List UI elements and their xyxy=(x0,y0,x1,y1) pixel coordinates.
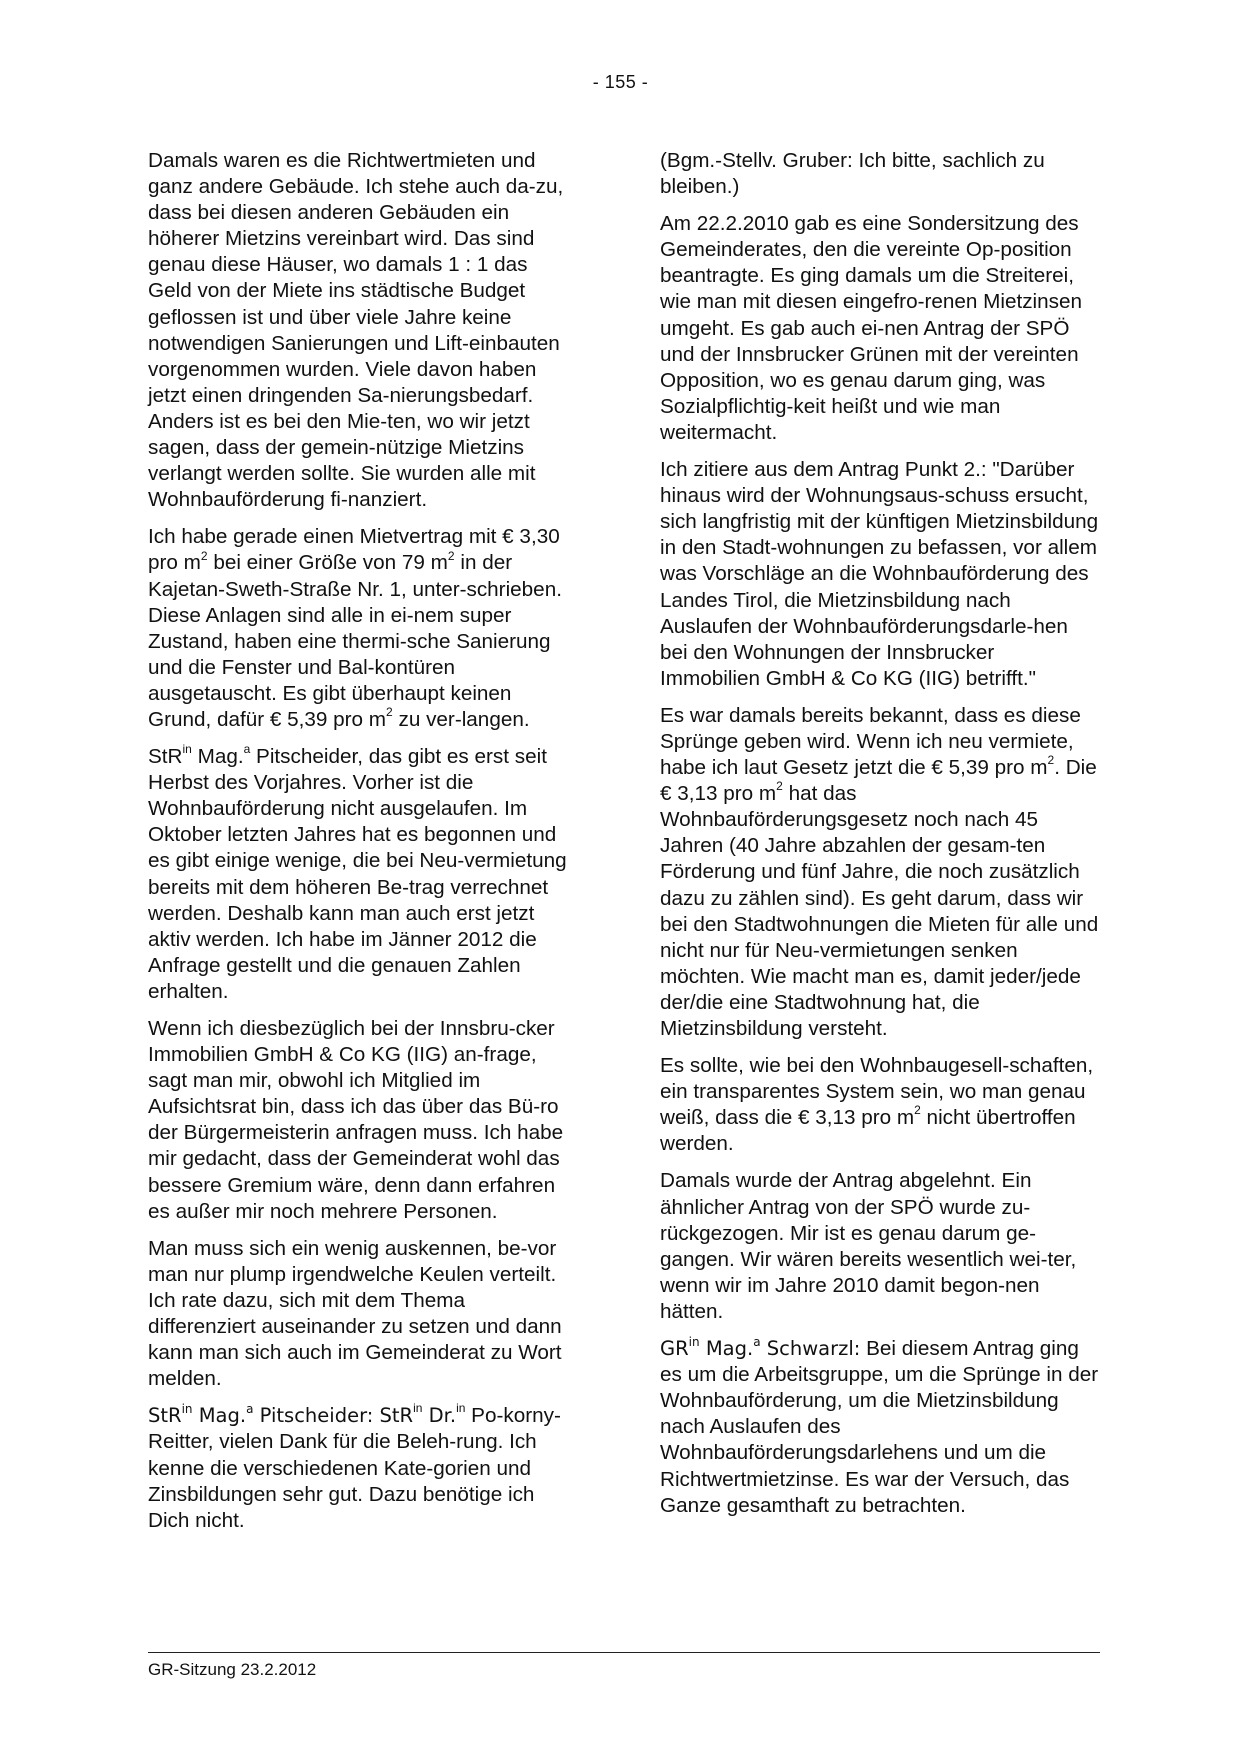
superscript: 2 xyxy=(776,779,783,794)
text-run: . Die € 3,13 pro m xyxy=(660,756,1097,806)
text-run: bei einer Größe von 79 m xyxy=(207,551,448,575)
text-run: Es war damals bereits bekannt, dass es diese Sprünge geben wird. Wenn ich neu vermiete, habe ich laut Gesetz jetzt die € 5,39 pro m xyxy=(660,703,1081,780)
paragraph: Man muss sich ein wenig auskennen, be-vor man nur plump irgendwelche Keulen verteilt. Ich rate dazu, sich mit dem Thema differenziert auseinander zu setzen und dann kann man sich auch im Gemeinderat zu Wort melden. xyxy=(148,1236,562,1391)
superscript: a xyxy=(246,1401,254,1416)
text-run: zu ver-langen. xyxy=(392,707,530,731)
text-run: StR xyxy=(148,1404,182,1428)
text-run: hat das Wohnbauförderungsgesetz noch nach 45 Jahren (40 Jahre abzahlen der gesam-ten Förderung und fünf Jahre, die noch zusätzlich dazu zu zählen sind). Es geht darum, dass wir bei den Stadtwohnungen die Mieten für alle und nicht nur für Neu-vermietungen senken möchten. Wie macht man es, damit jeder/jede der/die eine Stadtwohnung hat, die Mietzinsbildung versteht. xyxy=(660,782,1099,1040)
text-run: StR xyxy=(373,1404,414,1428)
superscript: 2 xyxy=(200,548,208,563)
superscript: in xyxy=(181,1401,193,1416)
paragraph xyxy=(148,524,576,733)
paragraph xyxy=(660,703,1100,1042)
text-run: Es sollte, wie bei den Wohnbaugesell-schaften, ein transparentes System sein, wo man genau weiß, dass die € 3,13 pro m xyxy=(660,1054,1094,1130)
superscript: 2 xyxy=(447,548,455,563)
footer-divider xyxy=(148,1652,1100,1653)
paragraph xyxy=(660,1336,1100,1519)
page-number: - 155 - xyxy=(592,72,649,92)
text-run: Dr. xyxy=(422,1404,457,1428)
text-run: Mag. xyxy=(699,1337,754,1361)
superscript: in xyxy=(413,1401,423,1416)
text-run: Mag. xyxy=(192,1404,247,1428)
superscript: 2 xyxy=(386,705,393,720)
text-run: in der Kajetan-Sweth-Straße Nr. 1, unter-schrieben. Diese Anlagen sind alle in ei-nem super Zustand, haben eine thermi-sche Sanierung und die Fenster und Bal-kontüren ausgetauscht. Es gibt überhaupt keinen Grund, dafür € 5,39 pro m xyxy=(148,551,562,731)
paragraph: Damals waren es die Richtwertmieten und ganz andere Gebäude. Ich stehe auch da-zu, dass bei diesen anderen Gebäuden ein höherer Mietzins vereinbart wird. Das sind genau diese Häuser, wo damals 1 : 1 das Geld von der Miete ins städtische Budget geflossen ist und über viele Jahre keine notwendigen Sanierungen und Lift-einbauten vorgenommen wurden. Viele davon haben jetzt einen dringenden Sa-nierungsbedarf. Anders ist es bei den Mie-ten, wo wir jetzt sagen, dass der gemein-nützige Mietzins verlangt werden sollte. Sie wurden alle mit Wohnbauförderung fi-nanziert. xyxy=(148,149,564,512)
paragraph xyxy=(148,744,576,1005)
superscript: 2 xyxy=(914,1103,921,1118)
superscript: 2 xyxy=(1047,753,1055,768)
text-run: Pitscheider: xyxy=(253,1404,374,1428)
text-run: Schwarzl: xyxy=(760,1337,861,1361)
paragraph: (Bgm.-Stellv. Gruber: Ich bitte, sachlich zu bleiben.) xyxy=(660,149,1045,199)
superscript: a xyxy=(753,1334,761,1349)
superscript: a xyxy=(243,742,251,757)
right-column xyxy=(660,148,1100,1530)
paragraph: Damals wurde der Antrag abgelehnt. Ein ähnlicher Antrag von der SPÖ wurde zu-rückgezogen. Mir ist es genau darum ge-gangen. Wir wären bereits wesentlich wei-ter, wenn wir im Jahre 2010 damit begon-nen hätten. xyxy=(660,1169,1077,1323)
superscript: in xyxy=(456,1401,466,1416)
text-run: Pitscheider, das gibt es erst seit Herbst des Vorjahres. Vorher ist die Wohnbauförderung nicht ausgelaufen. Im Oktober letzten Jahres hat es begonnen und es gibt einige wenige, die bei Neu-vermietung bereits mit dem höheren Be-trag verrechnet werden. Deshalb kann man auch erst jetzt aktiv werden. Ich habe im Jänner 2012 die Anfrage gestellt und die genauen Zahlen erhalten. xyxy=(148,745,567,1003)
speaker-name xyxy=(148,1401,374,1428)
text-run: Mag. xyxy=(191,745,244,769)
text-run: Ich habe gerade einen Mietvertrag mit € 3,30 pro m xyxy=(148,525,560,575)
footer-text: GR-Sitzung 23.2.2012 xyxy=(148,1660,317,1679)
paragraph: Am 22.2.2010 gab es eine Sondersitzung des Gemeinderates, den die vereinte Op-position beantragte. Es ging damals um die Streiterei, wie man mit diesen eingefro-renen Mietzinsen umgeht. Es gab auch ei-nen Antrag der SPÖ und der Innsbrucker Grünen mit der vereinten Opposition, wo es genau darum ging, was Sozialpflichtig-keit heißt und wie man weitermacht. xyxy=(660,212,1083,444)
left-column xyxy=(148,148,576,1545)
text-run: Po-korny-Reitter, vielen Dank für die Beleh-rung. Ich kenne die verschiedenen Kate-gorien und Zinsbildungen sehr gut. Dazu benötige ich Dich nicht. xyxy=(148,1404,561,1532)
paragraph: Wenn ich diesbezüglich bei der Innsbru-cker Immobilien GmbH & Co KG (IIG) an-frage, sagt man mir, obwohl ich Mitglied im Aufsichtsrat bin, dass ich das über das Bü-ro der Bürgermeisterin anfragen muss. Ich habe mir gedacht, dass der Gemeinderat wohl das bessere Gremium wäre, denn dann erfahren es außer mir noch mehrere Personen. xyxy=(148,1017,564,1223)
paragraph xyxy=(148,1403,576,1533)
speaker-name xyxy=(660,1334,861,1361)
paragraph xyxy=(660,1053,1100,1157)
text-run: Bei diesem Antrag ging es um die Arbeitsgruppe, um die Sprünge in der Wohnbauförderung, um die Mietzinsbildung nach Auslaufen des Wohnbauförderungsdarlehens und um die Richtwertmietzinse. Es war der Versuch, das Ganze gesamthaft zu betrachten. xyxy=(660,1337,1099,1517)
text-run: StR xyxy=(148,745,183,769)
paragraph: Ich zitiere aus dem Antrag Punkt 2.: "Darüber hinaus wird der Wohnungsaus-schuss ersucht, sich langfristig mit der künftigen Mietzinsbildung in den Stadt-wohnungen zu befassen, vor allem was Vorschläge an die Wohnbauförderung des Landes Tirol, die Mietzinsbildung nach Auslaufen der Wohnbauförderungsdarle-hen bei den Wohnungen der Innsbrucker Immobilien GmbH & Co KG (IIG) betrifft." xyxy=(660,458,1099,690)
text-run: nicht übertroffen werden. xyxy=(660,1106,1076,1156)
text-run: GR xyxy=(660,1337,689,1361)
superscript: in xyxy=(182,742,192,757)
superscript: in xyxy=(688,1334,700,1349)
